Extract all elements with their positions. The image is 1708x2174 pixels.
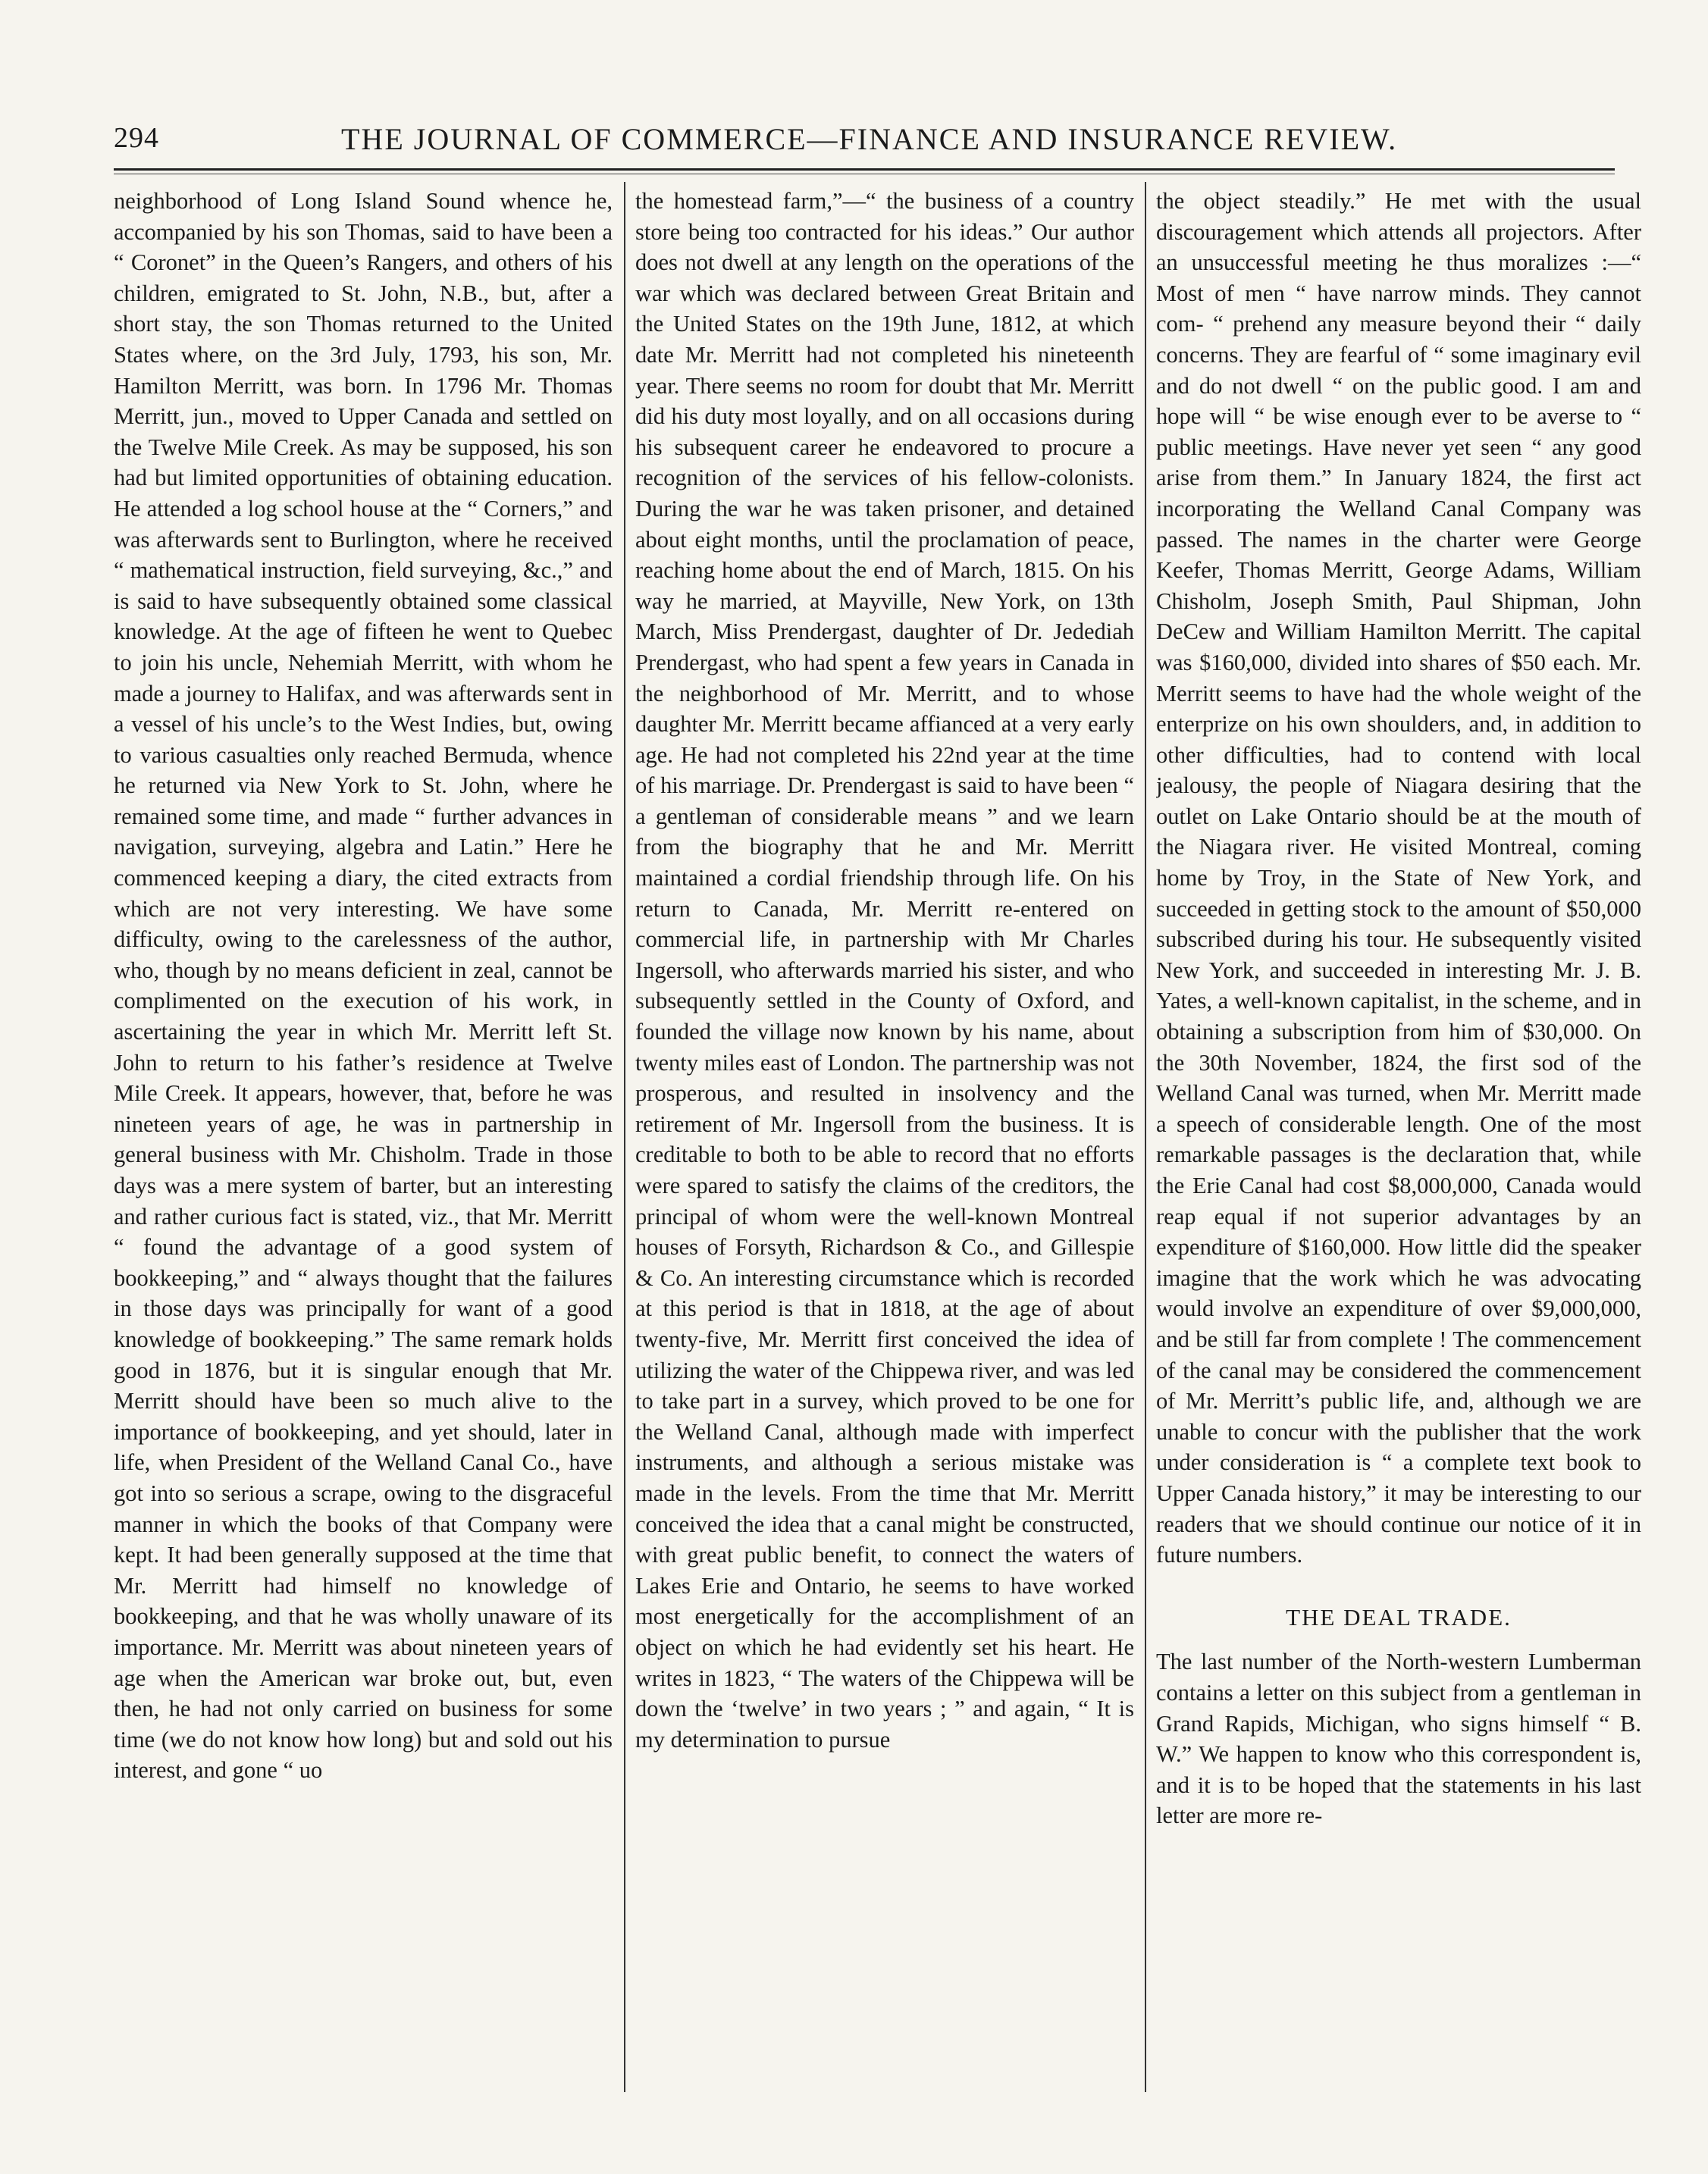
header-rule bbox=[114, 168, 1615, 171]
column-divider bbox=[624, 182, 625, 2092]
text-column-2 bbox=[635, 186, 1134, 2092]
page-header bbox=[114, 115, 1615, 168]
column-divider bbox=[1145, 182, 1146, 2092]
journal-title: THE JOURNAL OF COMMERCE—FINANCE AND INSURANCE REVIEW. bbox=[341, 122, 1398, 156]
column-2-text: the homestead farm,”—“ the business of a country store being too contracted for his ideas.” Our author does not dwell at any length on the operations of the war which was declared between Great Britain and the United States on the 19th June, 1812, at which date Mr. Merritt had not completed his nineteenth year. There seems no room for doubt that Mr. Merritt did his duty most loyally, and on all occasions during his subsequent career he endeavored to procure a recognition of the services of his fellow-colonists. During the war he was taken prisoner, and detained about eight months, until the proclamation of peace, reaching home about the end of March, 1815. On his way he married, at Mayville, New York, on 13th March, Miss Prendergast, daughter of Dr. Jedediah Prendergast, who had spent a few years in Canada in the neighborhood of Mr. Merritt, and to whose daughter Mr. Merritt became affianced at a very early age. He had not completed his 22nd year at the time of his marriage. Dr. Prendergast is said to have been “ a gentleman of considerable means ” and we learn from the biography that he and Mr. Merritt maintained a cordial friendship through life. On his return to Canada, Mr. Merritt re-entered on commercial life, in partnership with Mr Charles Ingersoll, who afterwards married his sister, and who subsequently settled in the County of Oxford, and founded the village now known by his name, about twenty miles east of London. The partnership was not prosperous, and resulted in insolvency and the retirement of Mr. Ingersoll from the business. It is creditable to both to be able to record that no efforts were spared to satisfy the claims of the creditors, the principal of whom were the well-known Montreal houses of Forsyth, Richardson & Co., and Gillespie & Co. An interesting circumstance which is recorded at this period is that in 1818, at the age of about twenty-five, Mr. Merritt first conceived the idea of utilizing the water of the Chippewa river, and was led to take part in a survey, which proved to be one for the Welland Canal, although made with imperfect instruments, and although a serious mistake was made in the levels. From the time that Mr. Merritt conceived the idea that a canal might be constructed, with great public benefit, to connect the waters of Lakes Erie and Ontario, he seems to have worked most energetically for the accomplishment of an object on which he had evidently set his heart. He writes in 1823, “ The waters of the Chippewa will be down the ‘twelve’ in two years ; ” and again, “ It is my determination to pursue bbox=[635, 188, 1134, 1753]
column-3-text: the object steadily.” He met with the usual discouragement which attends all projectors. After an unsuccessful meeting he thus moralizes :—“ Most of men “ have narrow minds. They cannot com- “ prehend any measure beyond their “ daily concerns. They are fearful of “ some imaginary evil and do not dwell “ on the public good. I am and hope will “ be wise enough ever to be averse to “ public meetings. Have never yet seen “ any good arise from them.” In January 1824, the first act incorporating the Welland Canal Company was passed. The names in the charter were George Keefer, Thomas Merritt, George Adams, William Chisholm, Joseph Smith, Paul Shipman, John DeCew and William Hamilton Merritt. The capital was $160,000, divided into shares of $50 each. Mr. Merritt seems to have had the whole weight of the enterprize on his own shoulders, and, in addition to other difficulties, had to contend with local jealousy, the people of Niagara desiring that the outlet on Lake Ontario should be at the mouth of the Niagara river. He visited Montreal, coming home by Troy, in the State of New York, and succeeded in getting stock to the amount of $50,000 subscribed during his tour. He subsequently visited New York, and succeeded in interesting Mr. J. B. Yates, a well-known capitalist, in the scheme, and in obtaining a subscription from him of $30,000. On the 30th November, 1824, the first sod of the Welland Canal was turned, when Mr. Merritt made a speech of considerable length. One of the most remarkable passages is the declaration that, while the Erie Canal had cost $8,000,000, Canada would reap equal if not superior advantages by an expenditure of $160,000. How little did the speaker imagine that the work which he was advocating would involve an expenditure of over $9,000,000, and be still far from complete ! The commencement of the canal may be considered the commencement of Mr. Merritt’s public life, and, although we are unable to concur with the publisher that the work under consideration is “ a complete text book to Upper Canada history,” it may be interesting to our readers that we should continue our notice of it in future numbers. bbox=[1156, 188, 1641, 1568]
section-body-text: The last number of the North-western Lumberman contains a letter on this subject from a gentleman in Grand Rapids, Michigan, who signs himself “ B. W.” We happen to know who this correspondent is, and it is to be hoped that the statements in his last letter are more re- bbox=[1156, 1649, 1641, 1829]
section-heading: THE DEAL TRADE. bbox=[1286, 1603, 1512, 1630]
text-column-3 bbox=[1156, 186, 1641, 2092]
text-column-1 bbox=[114, 186, 613, 2092]
column-1-text: neighborhood of Long Island Sound whence he, accompanied by his son Thomas, said to have been a “ Coronet” in the Queen’s Rangers, and others of his children, emigrated to St. John, N.B., but, after a short stay, the son Thomas returned to the United States where, on the 3rd July, 1793, his son, Mr. Hamilton Merritt, was born. In 1796 Mr. Thomas Merritt, jun., moved to Upper Canada and settled on the Twelve Mile Creek. As may be supposed, his son had but limited opportunities of obtaining education. He attended a log school house at the “ Corners,” and was afterwards sent to Burlington, where he received “ mathematical instruction, field surveying, &c.,” and is said to have subsequently obtained some classical knowledge. At the age of fifteen he went to Quebec to join his uncle, Nehemiah Merritt, with whom he made a journey to Halifax, and was afterwards sent in a vessel of his uncle’s to the West Indies, but, owing to various casualties only reached Bermuda, whence he returned via New York to St. John, where he remained some time, and made “ further advances in navigation, surveying, algebra and Latin.” Here he commenced keeping a diary, the cited extracts from which are not very interesting. We have some difficulty, owing to the carelessness of the author, who, though by no means deficient in zeal, cannot be complimented on the execution of his work, in ascertaining the year in which Mr. Merritt left St. John to return to his father’s residence at Twelve Mile Creek. It appears, however, that, before he was nineteen years of age, he was in partnership in general business with Mr. Chisholm. Trade in those days was a mere system of barter, but an interesting and rather curious fact is stated, viz., that Mr. Merritt “ found the advantage of a good system of bookkeeping,” and “ always thought that the failures in those days was principally for want of a good knowledge of bookkeeping.” The same remark holds good in 1876, but it is singular enough that Mr. Merritt should have been so much alive to the importance of bookkeeping, and yet should, later in life, when President of the Welland Canal Co., have got into so serious a scrape, owing to the disgraceful manner in which the books of that Company were kept. It had been generally supposed at the time that Mr. Merritt had himself no knowledge of bookkeeping, and that he was wholly unaware of its importance. Mr. Merritt was about nineteen years of age when the American war broke out, but, even then, he had not only carried on business for some time (we do not know how long) but and sold out his interest, and gone “ uo bbox=[114, 188, 613, 1784]
page-number: 294 bbox=[114, 122, 159, 154]
